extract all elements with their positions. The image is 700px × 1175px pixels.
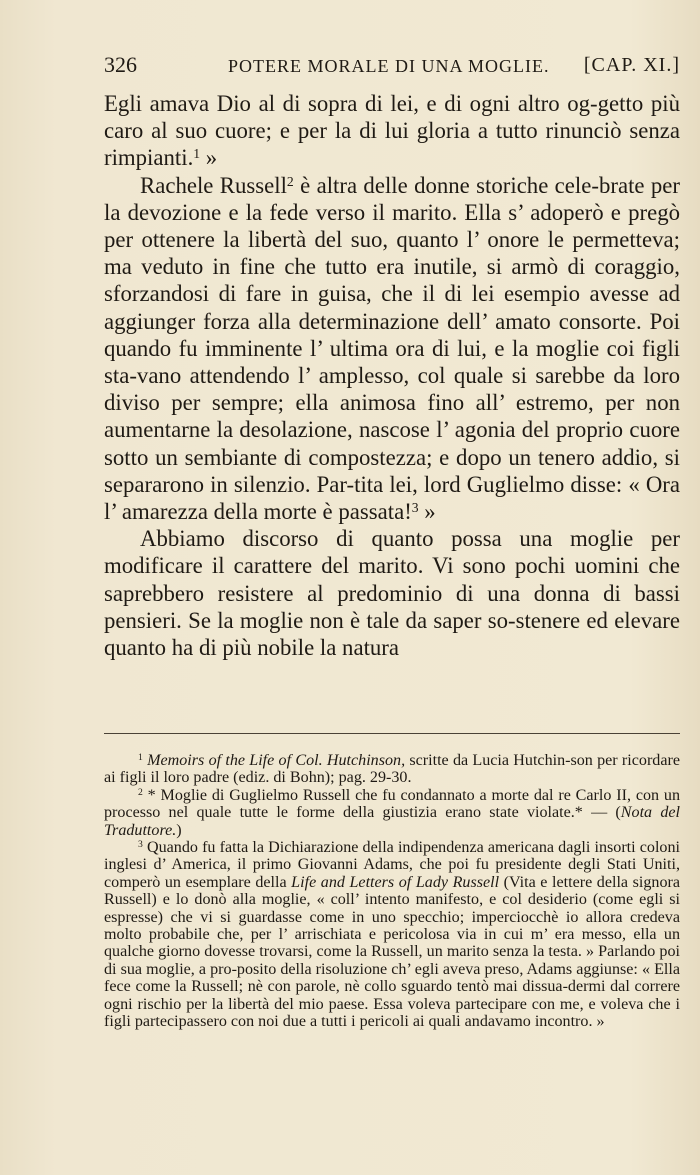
footnote-2-close: ) [176,821,182,839]
footnote-2 [104,787,680,839]
paragraph-1 [104,90,680,172]
footnote-1 [104,752,680,787]
main-text [104,90,680,661]
footnote-1-text: scritte da Lucia Hutchin-son per ricordare ai figli il loro padre (ediz. di Bohn); pag. 29-30. [104,752,680,787]
paragraph-2 [104,172,680,526]
footnotes [104,752,680,1031]
footnote-1-title: Memoirs of the Life of Col. Hutchinson, [147,752,406,769]
chapter-label: [CAP. XI.] [583,54,680,76]
paragraph-3: Abbiamo discorso di quanto possa una moglie per modificare il carattere del marito. Vi sono pochi uomini che saprebbero resistere al predominio di una donna di bassi pensieri. Se la moglie non è tale da saper so-stenere ed elevare quanto ha di più nobile la natura [104,526,680,661]
footnote-divider [104,733,680,734]
footnote-ref-2: 2 [286,173,294,189]
footnote-mark-3: 3 [138,839,143,851]
footnote-3-text-b: (Vita e lettere della signora Russell) e lo donò alla moglie, « coll’ intento manifesto, e col desiderio (come egli si espresse) che vi si guardasse come in uno specchio; imperciocchè io allora credeva molto probabile che, per l’ arrischiata e pericolosa via in cui m’ era messo, ella un qualche giorno dovesse trovarsi, come la Russell, un marito senza la testa. » Parlando poi di sua moglie, a pro-posito della risoluzione ch’ egli aveva preso, Adams aggiunse: « Ella fece come la Russell; nè con parole, nè collo sguardo tentò mai dissua-dermi dal correre ogni rischio per la libertà del mio paese. Essa voleva partecipare con me, e voleva che i figli partecipassero con noi due a tutti i pericoli ai quali andavamo incontro. » [104,873,681,1031]
paragraph-1-text: Egli amava Dio al di sopra di lei, e di ogni altro og-getto più caro al suo cuore; e per la di lui gloria a tutto rinunciò senza rimpianti. [104,91,680,171]
page-number: 326 [104,52,137,77]
footnote-3-book-title: Life and Letters of Lady Russell [291,873,500,891]
quote-close: » [418,499,436,525]
running-header [104,52,680,84]
paragraph-2-start: Rachele Russell [140,172,287,198]
footnote-mark-2: 2 [138,786,143,798]
footnote-2-text: * Moglie di Guglielmo Russell che fu condannato a morte dal re Carlo II, con un processo nel quale tutte le forme della giustizia erano state violate.* — ( [104,786,680,822]
footnote-3-text-a: Quando fu fatta la Dichiarazione della indipendenza americana dagli insorti coloni inglesi d’ America, il primo Giovanni Adams, che poi fu presidente degli Stati Uniti, comperò un esemplare della [104,839,680,891]
paragraph-2-text: è altra delle donne storiche cele-brate per la devozione e la fede verso il marito. Ella s’ adoperò e pregò per ottenere la libertà del suo, quanto l’ onore le permetteva; ma veduto in fine che tutto era inutile, si armò di coraggio, sforzandosi di fare in guisa, che il di lei esempio avesse ad aggiunger forza alla determinazione dell’ amato consorte. Poi quando fu imminente l’ ultima ora di lui, e la moglie coi figli sta-vano attendendo l’ amplesso, col quale si sarebbe da loro diviso per sempre; ella animosa fino all’ estremo, per non aumentarne la desolazione, nascose l’ agonia del proprio cuore sotto un sembiante di compostezza; e dopo un tenero addio, si separarono in silenzio. Par-tita lei, lord Guglielmo disse: « Ora l’ amarezza della morte è passata! [104,172,680,525]
footnote-2-italic: Nota del Traduttore. [104,804,681,839]
running-title: POTERE MORALE DI UNA MOGLIE. [228,56,550,76]
footnote-mark-1: 1 [138,752,143,764]
footnote-3 [104,839,680,1030]
quote-close: » [200,145,218,171]
footnote-ref-1: 1 [193,146,201,162]
footnote-ref-3: 3 [411,500,419,516]
